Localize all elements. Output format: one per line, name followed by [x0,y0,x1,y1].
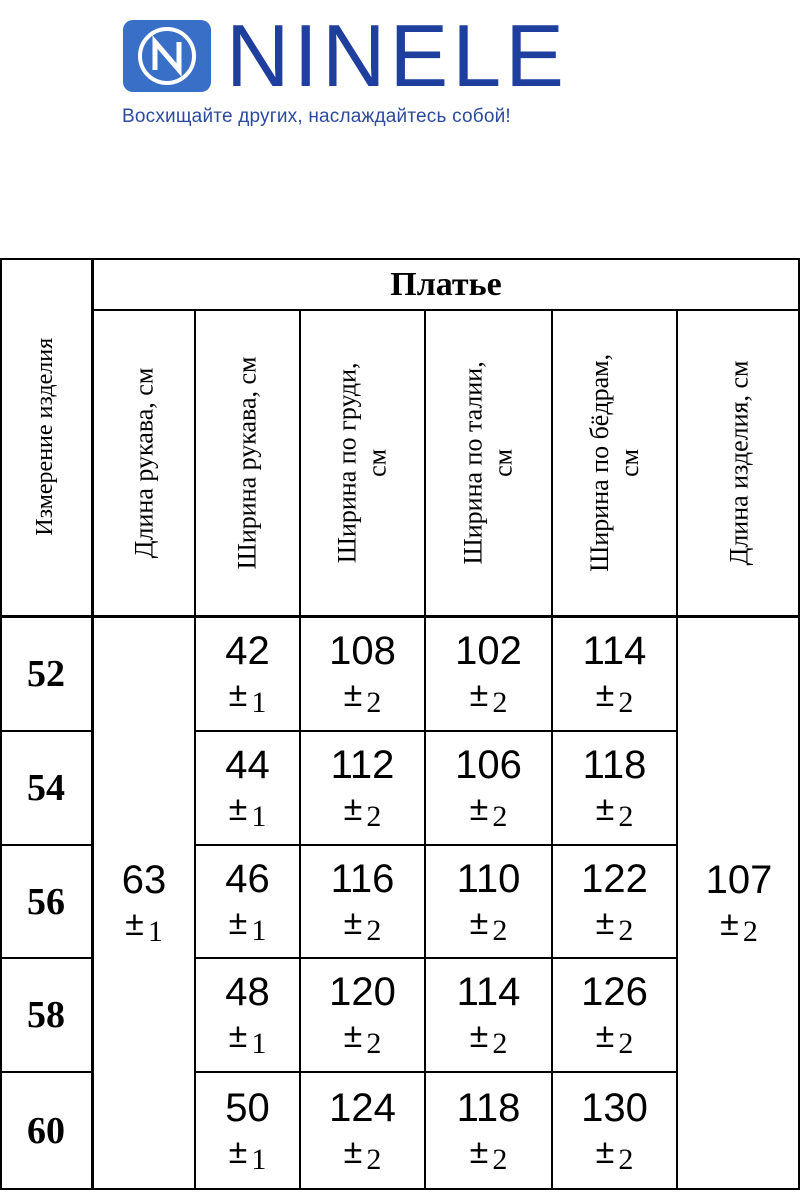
value-number: 106 [455,743,522,787]
product-length-value [678,618,800,1188]
col-header-label: Ширина по бёдрам, [584,354,614,572]
value-number: 114 [456,970,521,1014]
plus-minus: ± [469,1132,489,1171]
value-tolerance [470,901,508,947]
value-number: 42 [225,629,270,673]
value-number: 118 [582,743,647,787]
value-number: 108 [329,629,396,673]
brand-wordmark: NINELE [226,6,568,105]
value-tolerance [125,902,163,948]
value-tolerance [229,1014,267,1060]
value-number: 50 [225,1085,270,1130]
chest-width-cell [301,732,424,844]
plus-minus: ± [469,676,489,714]
plus-minus: ± [469,903,489,942]
value-tolerance [720,902,758,948]
value-number: 122 [581,856,648,901]
tolerance-digit: 2 [618,913,634,947]
value-tolerance [229,787,267,833]
plus-minus: ± [595,676,615,714]
value-tolerance [344,787,382,833]
value-tolerance [344,901,382,947]
waist-width-cell [426,1073,551,1188]
value-tolerance [596,1130,634,1176]
sleeve-width-cell [196,732,299,844]
value-tolerance [596,787,634,833]
tolerance-digit: 2 [492,800,508,833]
value-number: 46 [225,856,270,901]
waist-width-cell [426,959,551,1071]
chest-width-cell [301,959,424,1071]
tolerance-digit: 1 [251,686,267,719]
value-tolerance [470,1014,508,1060]
tolerance-digit: 2 [618,1027,634,1060]
plus-minus: ± [228,1132,248,1171]
value-number: 110 [456,856,521,901]
value-tolerance [470,787,508,833]
plus-minus: ± [595,1017,615,1055]
tolerance-digit: 1 [251,913,267,947]
waist-width-cell [426,618,551,730]
tolerance-digit: 1 [251,1142,267,1176]
plus-minus: ± [125,905,144,943]
brand-header [0,0,800,150]
col-header-label: Длина изделия, см [724,360,754,566]
value-number: 124 [329,1085,396,1130]
plus-minus: ± [228,903,248,942]
table-title: Платье [390,266,502,303]
value-number: 112 [330,743,395,787]
col-header-hip-width [553,311,676,615]
tolerance-digit: 2 [492,1142,508,1176]
plus-minus: ± [595,903,615,942]
value-number: 130 [581,1085,648,1130]
hip-width-cell [553,1073,676,1188]
tolerance-digit: 2 [492,686,508,719]
value-number: 63 [121,858,167,902]
row-header-label: Измерение изделия [32,338,59,536]
value-tolerance [470,1130,508,1176]
chest-width-cell [301,1073,424,1188]
col-header-unit: см [488,449,518,477]
value-number: 114 [582,629,647,673]
value-number: 102 [455,629,522,673]
value-tolerance [596,901,634,947]
value-tolerance [229,673,267,719]
sleeve-width-cell [196,618,299,730]
tolerance-digit: 2 [742,915,758,948]
tolerance-digit: 2 [618,686,634,719]
tolerance-digit: 2 [366,686,382,719]
hip-width-cell [553,732,676,844]
size-label: 56 [27,880,65,923]
size-label: 54 [27,767,65,809]
tolerance-digit: 1 [251,800,267,833]
row-header [0,258,92,616]
col-header-chest-width [301,311,424,615]
col-header-sleeve-width [196,311,299,615]
size-label: 52 [27,653,65,695]
tolerance-digit: 2 [366,800,382,833]
plus-minus: ± [343,903,363,942]
tolerance-digit: 2 [492,913,508,947]
col-header-waist-width [426,311,551,615]
plus-minus: ± [343,790,363,828]
value-number: 118 [456,1085,521,1130]
brand-tagline: Восхищайте других, наслаждайтесь собой! [122,106,511,127]
hip-width-cell [553,846,676,957]
plus-minus: ± [343,1132,363,1171]
hip-width-cell [553,959,676,1071]
value-tolerance [344,1130,382,1176]
value-number: 44 [225,743,270,787]
plus-minus: ± [469,790,489,828]
tolerance-digit: 2 [618,1142,634,1176]
sleeve-width-cell [196,1073,299,1188]
sleeve-width-cell [196,959,299,1071]
chest-width-cell [301,846,424,957]
size-label: 58 [27,994,65,1036]
value-number: 48 [225,970,270,1014]
tolerance-digit: 1 [147,915,163,948]
value-number: 107 [705,858,773,902]
value-tolerance [344,673,382,719]
col-header-label: Ширина рукава, см [232,356,262,570]
plus-minus: ± [343,1017,363,1055]
plus-minus: ± [595,790,615,828]
tolerance-digit: 2 [366,1142,382,1176]
plus-minus: ± [469,1017,489,1055]
value-tolerance [344,1014,382,1060]
size-label: 60 [27,1109,65,1152]
tolerance-digit: 1 [251,1027,267,1060]
plus-minus: ± [228,1017,248,1055]
col-header-label: Ширина по талии, [458,361,488,565]
sleeve-width-cell [196,846,299,957]
col-header-label: Ширина по груди, [332,362,362,564]
value-number: 126 [581,970,648,1014]
value-number: 116 [330,856,395,901]
value-tolerance [470,673,508,719]
waist-width-cell [426,732,551,844]
value-tolerance [596,673,634,719]
col-header-product-length [678,311,800,615]
plus-minus: ± [228,676,248,714]
col-header-sleeve-length [94,311,194,615]
tolerance-digit: 2 [366,1027,382,1060]
tolerance-digit: 2 [492,1027,508,1060]
sleeve-length-value [94,618,194,1188]
value-tolerance [229,901,267,947]
tolerance-digit: 2 [366,913,382,947]
waist-width-cell [426,846,551,957]
value-tolerance [596,1014,634,1060]
ninele-logo-icon [123,20,211,92]
value-tolerance [229,1130,267,1176]
plus-minus: ± [228,790,248,828]
tolerance-digit: 2 [618,800,634,833]
hip-width-cell [553,618,676,730]
col-header-unit: см [614,449,644,478]
plus-minus: ± [595,1132,615,1171]
col-header-label: Длина рукава, см [129,367,159,559]
chest-width-cell [301,618,424,730]
value-number: 120 [329,970,396,1014]
plus-minus: ± [720,905,739,943]
col-header-unit: см [362,449,392,478]
plus-minus: ± [343,676,363,714]
